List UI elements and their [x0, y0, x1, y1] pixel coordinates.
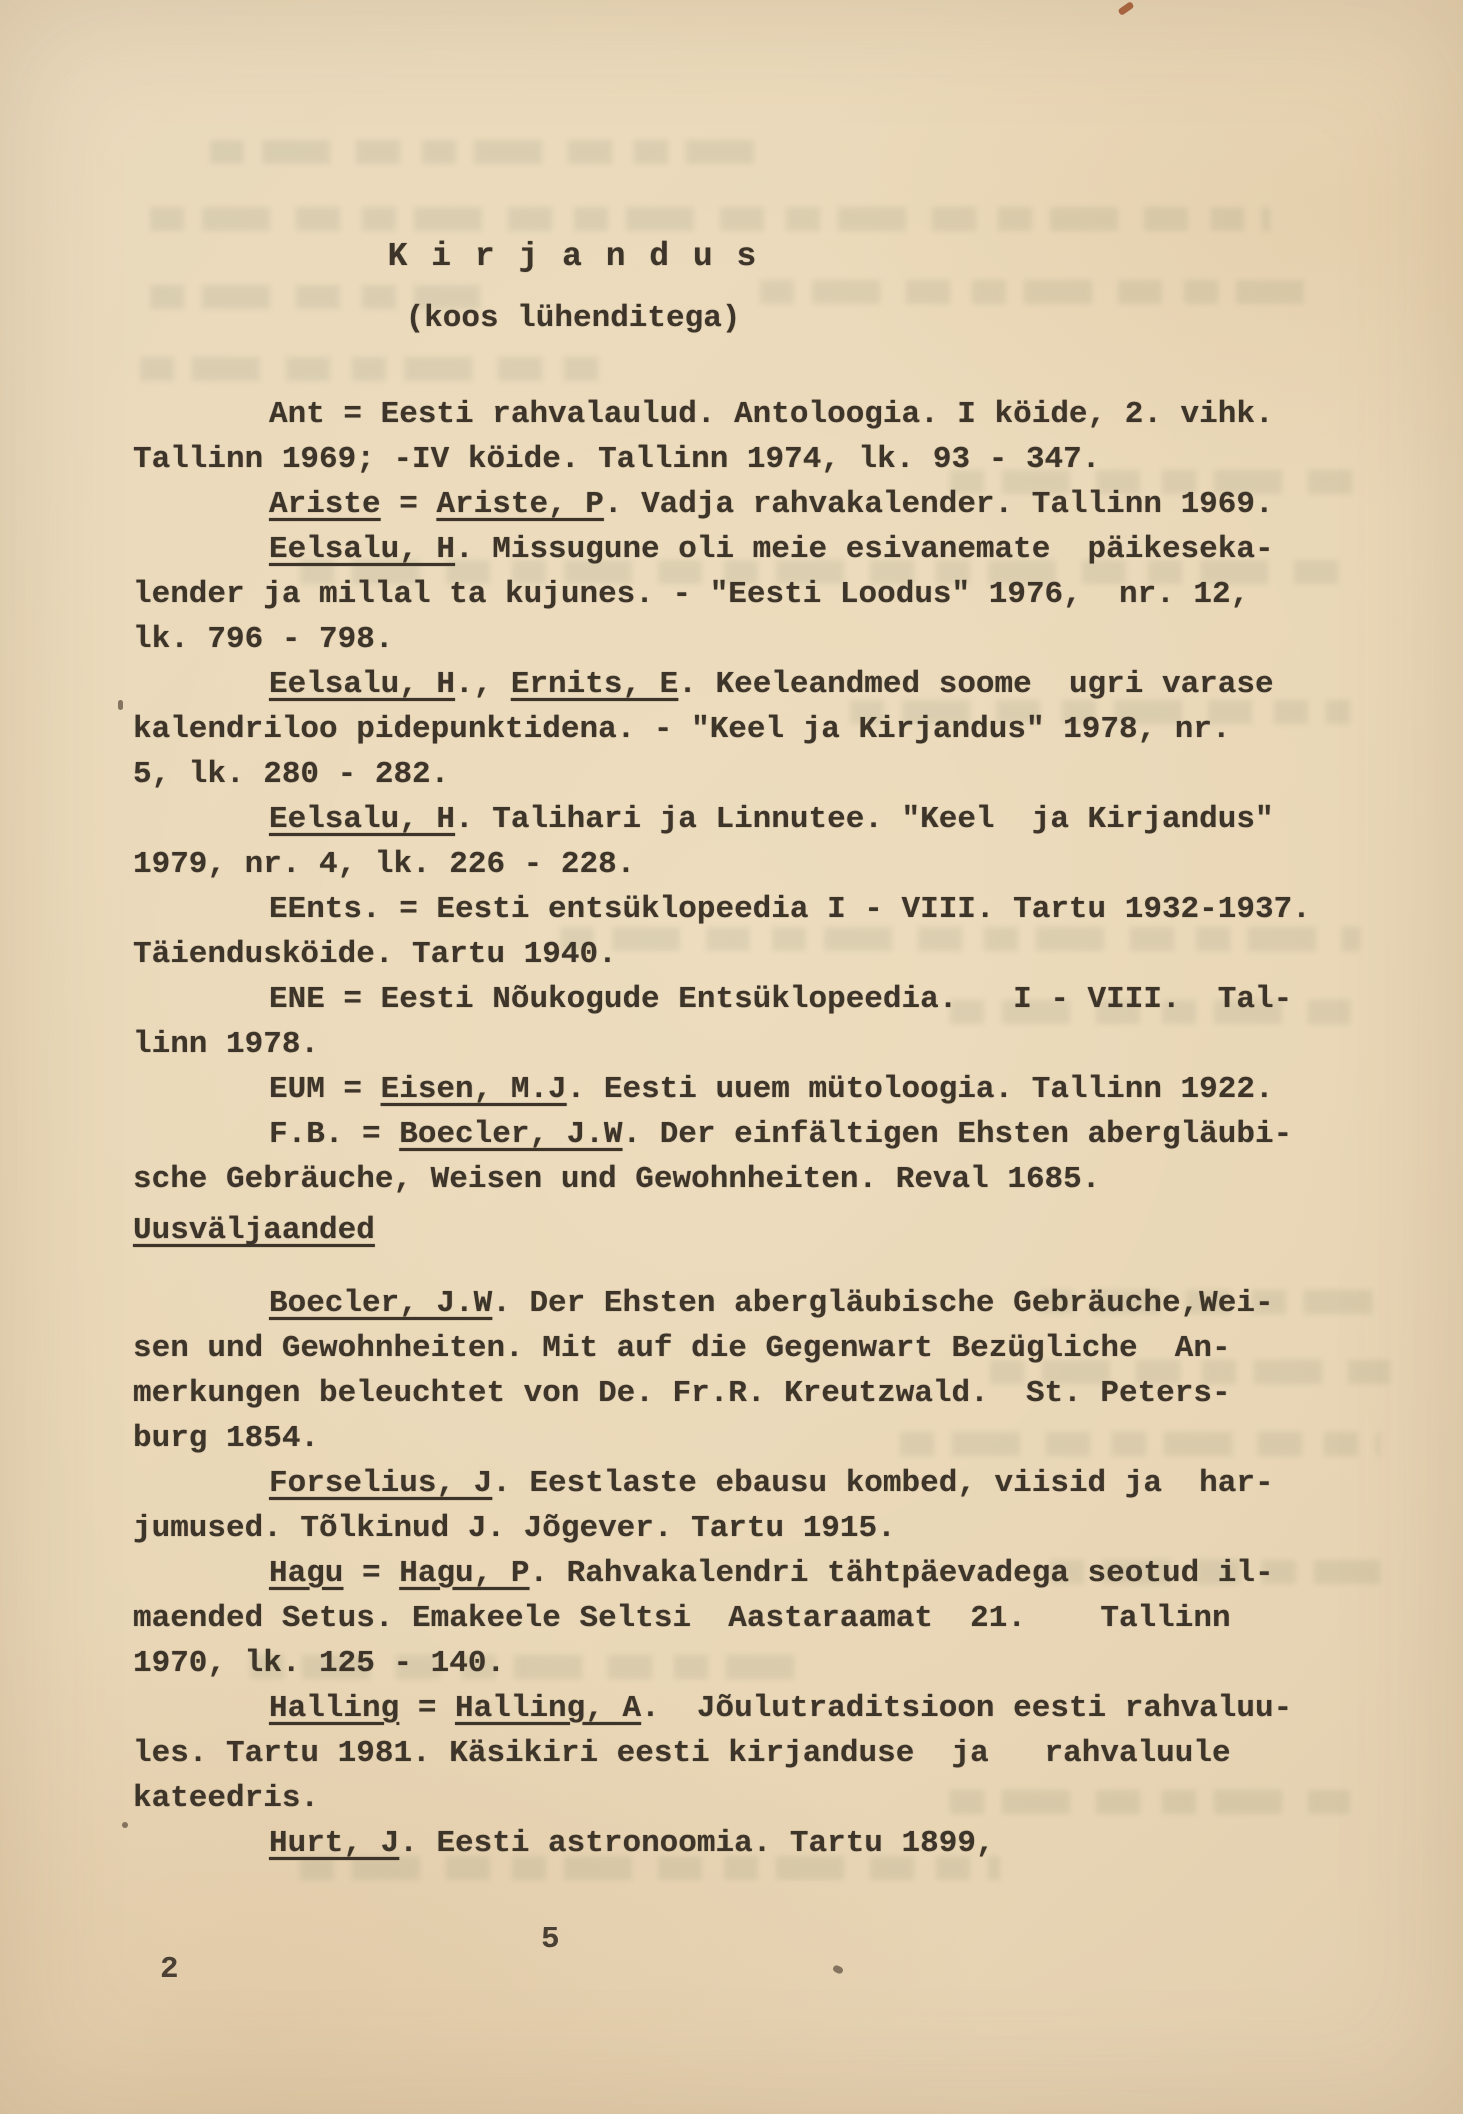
bib-entry-text: . Eesti uuem mütoloogia. Tallinn 1922. — [566, 1072, 1274, 1107]
bib-entry-text: sen und Gewohnheiten. Mit auf die Gegenwart Bezügliche An- — [133, 1331, 1231, 1366]
bib-entry-key-underlined: Ernits, E — [510, 667, 679, 702]
ink-speck — [122, 1822, 128, 1828]
bib-line — [133, 437, 1373, 482]
page-subtitle: (koos lühenditega) — [405, 301, 741, 336]
bib-line — [133, 887, 1373, 932]
bleed-through-ghost — [140, 357, 610, 381]
bib-line — [133, 1326, 1373, 1371]
page-number-left: 2 — [160, 1952, 179, 1987]
bib-entry-text: = — [399, 1691, 456, 1726]
bib-line — [133, 1506, 1373, 1551]
page-number-center: 5 — [541, 1922, 560, 1957]
bib-entry-text: . Missugune oli meie esivanemate päikeseka- — [455, 532, 1274, 567]
bib-entry-key-underlined: Eelsalu, H — [269, 532, 456, 567]
bib-entry-text: jumused. Tõlkinud J. Jõgever. Tartu 1915. — [133, 1511, 896, 1546]
bib-line — [133, 1596, 1373, 1641]
bib-entry-key-underlined: Eelsalu, H — [269, 667, 456, 702]
bib-entry-text: 5, lk. 280 - 282. — [133, 757, 450, 792]
bib-line — [133, 842, 1373, 887]
bib-entry-key-underlined: Forselius, J — [269, 1466, 493, 1501]
bib-line — [133, 1112, 1373, 1157]
bib-entry-text: . Eestlaste ebausu kombed, viisid ja har- — [492, 1466, 1274, 1501]
page-title: K i r j a n d u s — [387, 238, 759, 275]
bib-entry-text: . Der Ehsten abergläubische Gebräuche,Wei- — [492, 1286, 1274, 1321]
bib-entry-text: . Jõulutraditsioon eesti rahvaluu- — [641, 1691, 1293, 1726]
bib-entry-key-underlined: Boecler, J.W — [269, 1286, 493, 1321]
bib-line — [133, 707, 1373, 752]
bib-entry-text: kateedris. — [133, 1781, 320, 1816]
bib-line — [133, 1731, 1373, 1776]
bib-line — [133, 482, 1373, 527]
bib-entry-key-underlined: Halling — [269, 1691, 400, 1726]
bib-line — [133, 1821, 1373, 1866]
bib-line — [133, 1641, 1373, 1686]
bib-line — [133, 1686, 1373, 1731]
bib-entry-text: . Keeleandmed soome ugri varase — [678, 667, 1274, 702]
bib-entry-text: = — [343, 1556, 400, 1591]
bib-line — [133, 1067, 1373, 1112]
bib-line — [133, 1022, 1373, 1067]
bib-line — [133, 572, 1373, 617]
bib-entry-text: linn 1978. — [133, 1027, 320, 1062]
bib-section-heading — [133, 1208, 1373, 1253]
bib-entry-text: EEnts. = Eesti entsüklopeedia I - VIII. Tartu 1932-1937. — [269, 892, 1311, 927]
bib-entry-key-underlined: Hagu — [269, 1556, 344, 1591]
ink-speck — [832, 1964, 844, 1975]
bib-line — [133, 977, 1373, 1022]
bib-entry-text: ., — [455, 667, 511, 702]
bib-entry-text: merkungen beleuchtet von De. Fr.R. Kreutzwald. St. Peters- — [133, 1376, 1231, 1411]
bib-entry-text: lk. 796 - 798. — [133, 622, 394, 657]
bib-line — [133, 1461, 1373, 1506]
bib-line — [133, 1281, 1373, 1326]
bib-entry-text: . Vadja rahvakalender. Tallinn 1969. — [603, 487, 1274, 522]
title-block — [133, 238, 1013, 336]
bib-line — [133, 1416, 1373, 1461]
bib-entry-text: sche Gebräuche, Weisen und Gewohnheiten. Reval 1685. — [133, 1162, 1101, 1197]
bib-entry-key-underlined: Ariste, P — [436, 487, 604, 522]
bib-entry-text: burg 1854. — [133, 1421, 320, 1456]
bib-entry-text: 1979, nr. 4, lk. 226 - 228. — [133, 847, 636, 882]
bib-line — [133, 1776, 1373, 1821]
bib-entry-text: . Talihari ja Linnutee. "Keel ja Kirjandus" — [455, 802, 1274, 837]
bib-entry-text: kalendriloo pidepunktidena. - "Keel ja Kirjandus" 1978, nr. — [133, 712, 1231, 747]
bib-line — [133, 1157, 1373, 1202]
bib-entry-text: . Eesti astronoomia. Tartu 1899, — [399, 1826, 995, 1861]
bibliography — [133, 392, 1373, 1866]
bib-line — [133, 797, 1373, 842]
pen-mark — [1117, 1, 1134, 16]
bib-entry-text: Täiendusköide. Tartu 1940. — [133, 937, 617, 972]
bib-entry-text: 1970, lk. 125 - 140. — [133, 1646, 506, 1681]
bib-line — [133, 752, 1373, 797]
bib-entry-key-underlined: Uusväljaanded — [133, 1213, 375, 1248]
bib-entry-text: Tallinn 1969; -IV köide. Tallinn 1974, lk. 93 - 347. — [133, 442, 1101, 477]
bib-entry-text: F.B. = — [269, 1117, 400, 1152]
bib-entry-text: Ant = Eesti rahvalaulud. Antoloogia. I köide, 2. vihk. — [269, 397, 1274, 432]
bib-entry-text: les. Tartu 1981. Käsikiri eesti kirjanduse ja rahvaluule — [133, 1736, 1231, 1771]
bib-line — [133, 1371, 1373, 1416]
bib-line — [133, 932, 1373, 977]
bib-entry-key-underlined: Ariste — [269, 487, 381, 522]
bib-entry-key-underlined: Eelsalu, H — [269, 802, 456, 837]
bib-entry-text: . Der einfältigen Ehsten abergläubi- — [622, 1117, 1293, 1152]
bib-entry-text: EUM = — [269, 1072, 381, 1107]
bib-line — [133, 392, 1373, 437]
bib-entry-key-underlined: Boecler, J.W — [399, 1117, 623, 1152]
bib-entry-key-underlined: Eisen, M.J — [380, 1072, 567, 1107]
bib-line — [133, 617, 1373, 662]
bleed-through-ghost — [210, 140, 770, 164]
bib-entry-text: lender ja millal ta kujunes. - "Eesti Loodus" 1976, nr. 12, — [133, 577, 1250, 612]
bib-entry-key-underlined: Halling, A — [455, 1691, 642, 1726]
bib-line — [133, 527, 1373, 572]
bleed-through-ghost — [150, 207, 1270, 231]
bib-entry-text: maended Setus. Emakeele Seltsi Aastaraamat 21. Tallinn — [133, 1601, 1231, 1636]
bib-entry-text: ENE = Eesti Nõukogude Entsüklopeedia. I - VIII. Tal- — [269, 982, 1293, 1017]
bib-entry-key-underlined: Hagu, P — [399, 1556, 530, 1591]
bib-entry-text: = — [380, 487, 437, 522]
bib-line — [133, 662, 1373, 707]
bib-entry-key-underlined: Hurt, J — [269, 1826, 400, 1861]
bib-line — [133, 1551, 1373, 1596]
ink-speck — [118, 700, 123, 710]
bib-entry-text: . Rahvakalendri tähtpäevadega seotud il- — [529, 1556, 1274, 1591]
